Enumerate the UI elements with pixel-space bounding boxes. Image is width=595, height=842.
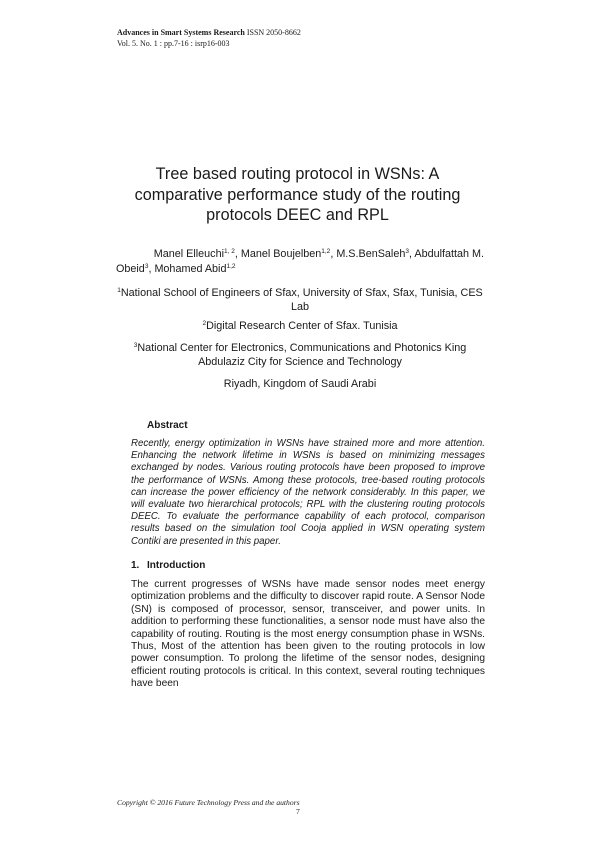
affiliation-text: Riyadh, Kingdom of Saudi Arabi <box>223 378 377 390</box>
author-name: M.S.BenSaleh <box>336 248 406 260</box>
affiliation-text: National School of Engineers of Sfax, University of Sfax, Sfax, Tunisia, CES Lab <box>120 287 483 313</box>
affiliation-text: National Center for Electronics, Communications and Photonics King Abdulaziz City for Science and Technology <box>137 342 467 368</box>
author-name: Obeid <box>116 262 145 275</box>
affiliation-text: Digital Research Center of Sfax. Tunisia <box>206 320 398 332</box>
author-affiliation-mark: 1,2 <box>226 262 236 270</box>
author-affiliation-mark: 1, 2 <box>223 248 235 255</box>
author-separator: , <box>330 248 337 260</box>
author-affiliation-mark: 3 <box>144 262 149 270</box>
affiliation-location <box>116 378 484 392</box>
affiliation-1 <box>116 287 484 314</box>
author-list <box>116 247 484 276</box>
author-separator: , <box>148 262 155 275</box>
journal-title-line <box>117 28 301 39</box>
page-number: 7 <box>296 807 300 816</box>
introduction-body: The current progresses of WSNs have made sensor nodes meet energy optimization problems and the difficulty to discover rapid route. A Sensor Node (SN) is composed of processor, sensor, transceiver, and power units. In addition to performing these functionalities, a sensor node must have also the capability of routing. Routing is the most energy consumption phase in WSNs. Thus, Most of the attention has been given to the routing protocols in low power consumption. To prolong the lifetime of the sensor nodes, designing efficient routing protocols is critical. In this context, several routing techniques have been <box>131 579 485 690</box>
section-title: Introduction <box>147 560 206 571</box>
author-affiliation-mark: 3 <box>405 248 409 255</box>
author-line-2 <box>116 262 484 277</box>
copyright-notice: Copyright © 2016 Future Technology Press and the authors <box>117 798 300 807</box>
journal-issn: ISSN 2050-8662 <box>246 28 301 37</box>
paper-title: Tree based routing protocol in WSNs: A comparative performance study of the routing protocols DEEC and RPL <box>134 165 461 224</box>
section-number: 1. <box>131 560 140 571</box>
author-name: Manel Elleuchi <box>153 248 224 260</box>
abstract-body: Recently, energy optimization in WSNs have strained more and more attention. Enhancing the network lifetime in WSNs is based on minimizing messages exchanged by nodes. Various routing protocols have been proposed to improve the performance of WSNs. Among these protocols, tree-based routing protocols can increase the power efficiency of the network considerably. In this paper, we will evaluate two hierarchical protocols; RPL with the clustering routing protocols DEEC. To evaluate the performance capability of each protocol, comparison results based on the simulation tool Cooja applied in WSN operating system Contiki are presented in this paper. <box>131 438 485 547</box>
journal-name: Advances in Smart Systems Research <box>117 28 245 37</box>
journal-volume-line: Vol. 5. No. 1 : pp.7-16 : isrp16-003 <box>117 38 230 48</box>
affiliation-mark: 1 <box>117 287 121 294</box>
author-name: Abdulfattah M. <box>414 248 484 260</box>
author-affiliation-mark: 1,2 <box>321 248 331 255</box>
author-name: Mohamed Abid <box>154 262 227 275</box>
author-name: Manel Boujelben <box>240 248 322 260</box>
author-separator: , <box>234 248 241 260</box>
affiliation-2 <box>116 320 484 334</box>
section-heading-introduction <box>131 560 205 571</box>
affiliation-3 <box>116 342 484 369</box>
affiliation-mark: 2 <box>202 320 207 327</box>
journal-header <box>117 28 301 49</box>
author-line-1 <box>116 247 484 262</box>
author-separator: , <box>408 248 415 260</box>
abstract-heading: Abstract <box>147 420 188 431</box>
affiliation-mark: 3 <box>133 342 138 349</box>
